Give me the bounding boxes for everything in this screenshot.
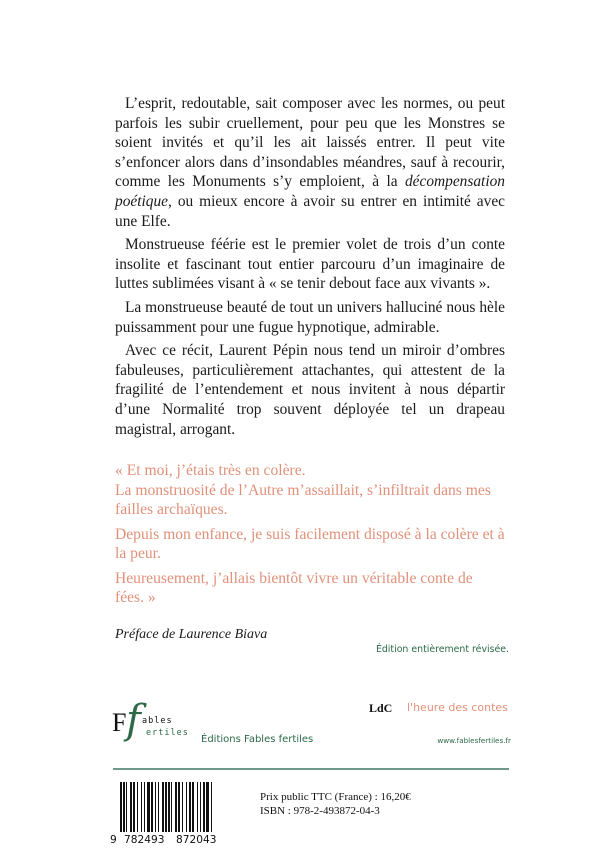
barcode-bar — [186, 782, 187, 832]
price-isbn-block — [260, 790, 411, 818]
barcode-bar — [147, 782, 150, 832]
preface-row — [115, 626, 509, 660]
barcode-bar — [133, 782, 135, 832]
barcode-bar — [137, 782, 138, 832]
barcode-bar — [189, 782, 191, 832]
quote-paragraph-2: Depuis mon enfance, je suis facilement disposé à la colère et à la peur. — [115, 525, 505, 563]
barcode-bars — [120, 782, 230, 832]
logo-letter-f-green: f — [126, 696, 141, 743]
barcode-bar — [123, 782, 125, 832]
isbn-line: ISBN : 978-2-493872-04-3 — [260, 804, 380, 817]
barcode-bar — [197, 782, 198, 832]
barcode-bar — [126, 782, 127, 832]
collection-name: l'heure des contes — [407, 700, 508, 714]
divider-line — [113, 768, 509, 770]
blurb-p1-italic: décompensation poétique — [115, 173, 505, 210]
back-cover-column — [110, 0, 511, 854]
barcode-bar — [211, 782, 212, 832]
blurb-p1-text: L’esprit, redoutable, sait composer avec les normes, ou peut parfois les subir cruellement, pour peu que les Monstres se soient invités et qu’il les ait laissés entrer. Il peut vite s’enfoncer alors dans d’insondables méandres, sauf à recourir, comme les Monuments s’y emploient, à la — [115, 95, 505, 191]
barcode-bar — [200, 782, 201, 832]
logo-word-ertiles: ertiles — [146, 727, 189, 738]
barcode-digits — [110, 834, 240, 848]
barcode-digit-first: 9 — [110, 833, 117, 846]
barcode-bar — [151, 782, 153, 832]
isbn-barcode — [110, 782, 240, 848]
publisher-logo — [112, 696, 189, 754]
blurb-paragraph-2: Monstrueuse féérie est le premier volet de trois d’un conte insolite et fascinant tout entier parcouru d’un imaginaire de luttes sublimées visant à « se tenir debout face aux vivants ». — [115, 236, 505, 293]
edition-note: Édition entièrement révisée. — [375, 643, 509, 655]
preface-credit: Préface de Laurence Biava — [115, 626, 268, 642]
barcode-bar — [162, 782, 164, 832]
barcode-bar — [144, 782, 145, 832]
barcode-bar — [171, 782, 172, 832]
quote-line-1: « Et moi, j’étais très en colère. — [115, 462, 306, 480]
barcode-digits-left: 782493 — [124, 833, 165, 846]
blurb-text — [115, 94, 505, 439]
publisher-website[interactable]: www.fablesfertiles.fr — [437, 735, 511, 745]
barcode-bar — [141, 782, 142, 832]
barcode-bar — [158, 782, 159, 832]
publisher-footer — [112, 696, 511, 762]
price-line: Prix public TTC (France) : 16,20€ — [260, 790, 411, 803]
barcode-bar — [178, 782, 180, 832]
barcode-bar — [175, 782, 177, 832]
publisher-name: Éditions Fables fertiles — [201, 733, 314, 745]
barcode-bar — [203, 782, 205, 832]
blurb-p1-after: , ou mieux encore à avoir su entrer en intimité avec une Elfe. — [115, 192, 505, 230]
blurb-paragraph-3: La monstrueuse beauté de tout un univers halluciné nous hèle puissamment pour une fugue hypnotique, admirable. — [115, 298, 505, 336]
barcode-bar — [130, 782, 132, 832]
excerpt-quote — [115, 461, 505, 608]
quote-paragraph-1 — [115, 461, 505, 520]
barcode-digits-right: 872043 — [176, 833, 217, 846]
quote-paragraph-3: Heureusement, j’allais bientôt vivre un véritable conte de fées. » — [115, 569, 473, 607]
barcode-bar — [120, 782, 122, 832]
barcode-bar — [155, 782, 156, 832]
barcode-bar — [168, 782, 170, 832]
barcode-bar — [165, 782, 167, 832]
logo-letter-f-black: F — [112, 707, 127, 737]
blurb-paragraph-4: Avec ce récit, Laurent Pépin nous tend un miroir d’ombres fabuleuses, particulièrement attachantes, qui attestent de la fragilité de l’entendement et nous invitent à nous départir d’une Normalité trop souvent déployée tel un drapeau magistral, arrogant. — [115, 342, 505, 438]
blurb-paragraph-1 — [115, 94, 505, 231]
collection-logo: LdC — [369, 700, 393, 715]
barcode-bar — [206, 782, 209, 832]
logo-word-ables: ables — [142, 715, 173, 726]
barcode-bar — [182, 782, 183, 832]
quote-line-2: La monstruosité de l’Autre m’assaillait, s’infiltrait dans mes failles archaïques. — [115, 481, 491, 519]
barcode-bar — [192, 782, 194, 832]
